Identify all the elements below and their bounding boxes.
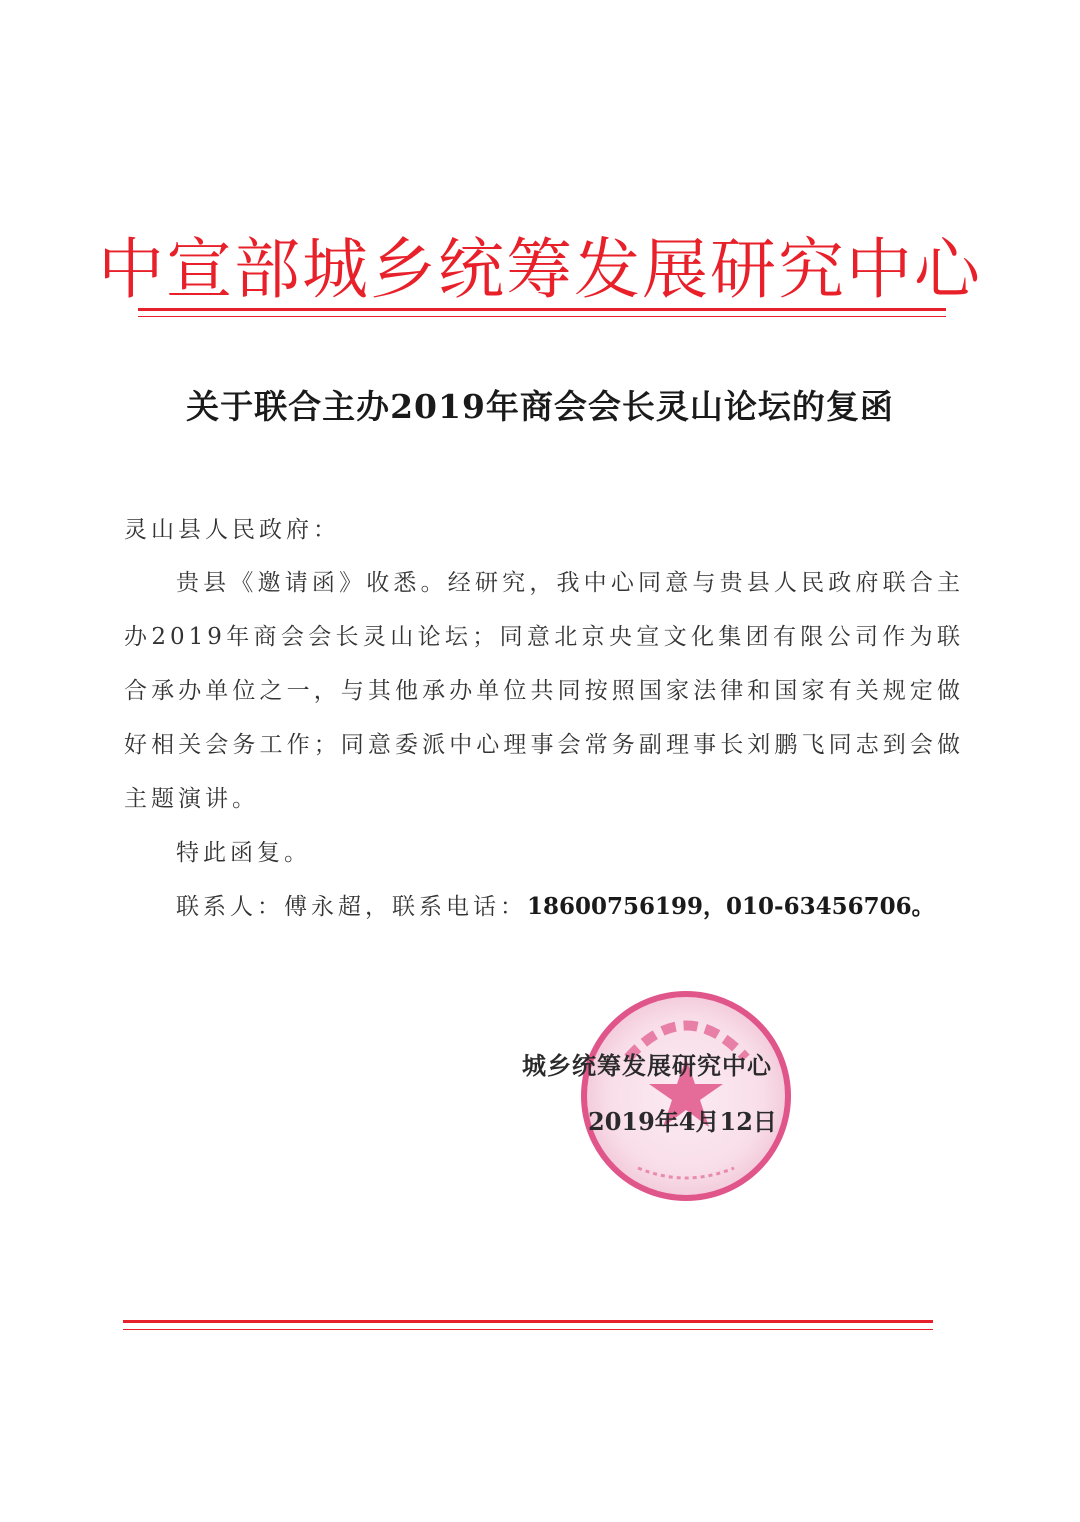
- signature-date: 2019年4月12日: [588, 1107, 777, 1136]
- header-rule-thin: [138, 316, 946, 317]
- body-paragraph: 贵县《邀请函》收悉。经研究，我中心同意与贵县人民政府联合主办2019年商会会长灵山论坛；同意北京央宣文化集团有限公司作为联合承办单位之一，与其他承办单位共同按照国家法律和国家有关规定做好相关会务工作；同意委派中心理事会常务副理事长刘鹏飞同志到会做主题演讲。: [124, 570, 964, 812]
- document-title: 关于联合主办2019年商会会长灵山论坛的复函: [186, 387, 894, 426]
- contact-label: 联系人：傅永超，联系电话：: [176, 894, 527, 920]
- footer-rule-thin: [123, 1329, 933, 1330]
- official-seal: [578, 988, 794, 1204]
- contact-numbers: 18600756199，010-63456706。: [527, 893, 935, 920]
- header-rule-thick: [138, 308, 946, 311]
- salutation: 灵山县人民政府：: [124, 517, 340, 543]
- organization-header: 中宣部城乡统筹发展研究中心: [98, 231, 982, 308]
- footer-rule-thick: [123, 1320, 933, 1323]
- closing-line: 特此函复。: [176, 840, 311, 866]
- signature-organization: 城乡统筹发展研究中心: [522, 1051, 772, 1080]
- contact-line: [124, 880, 964, 934]
